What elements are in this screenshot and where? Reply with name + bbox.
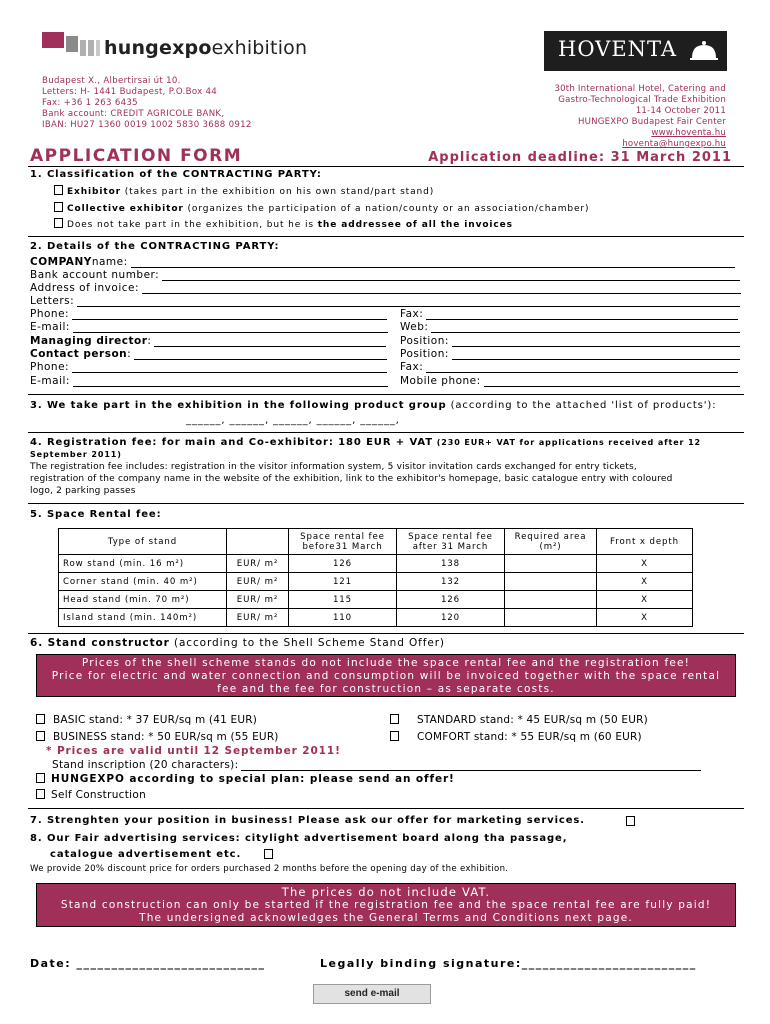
table-header-row [59,529,693,555]
position-field[interactable]: Position: [400,335,740,347]
divider [28,503,744,504]
contact-position-field[interactable]: Position: [400,348,740,360]
price-after: 120 [397,609,505,627]
email-link[interactable]: hoventa@hungexpo.hu [622,139,726,149]
product-group-blanks[interactable]: ______, ______, ______, ______, ______, [186,415,400,426]
divider [28,394,744,395]
event-info: 30th International Hotel, Catering and Gastro-Technological Trade Exhibition 11-14 October 2011 HUNGEXPO Budapest Fair Center www.hoventa.hu hoventa@hungexpo.hu [554,84,726,149]
checkbox-icon[interactable] [54,202,63,212]
stand-type: Corner stand (min. 40 m²) [59,573,227,591]
price-before: 115 [289,591,397,609]
divider [28,432,744,433]
hoventa-logo: HOVENTA [544,31,727,71]
fax-field[interactable]: Fax: [400,308,738,320]
option-business-stand[interactable]: BUSINESS stand: * 50 EUR/sq m (55 EUR) [36,731,279,743]
table-row [59,591,693,609]
option-comfort-stand[interactable]: COMFORT stand: * 55 EUR/sq m (60 EUR) [390,731,642,743]
section-5-title: 5. Space Rental fee: [30,509,162,520]
company-name-field[interactable]: COMPANY name: [30,256,735,268]
area-input[interactable] [505,591,597,609]
advertising-checkbox[interactable] [264,849,273,859]
divider [28,633,744,634]
section-4-title: 4. Registration fee: for main and Co-exhibitor: 180 EUR + VAT (230 EUR+ VAT for applications received after 12 [30,437,702,448]
hungexpo-logo-text: hungexpoexhibition [104,37,308,59]
option-exhibitor[interactable]: Exhibitor (takes part in the exhibition on his own stand/part stand) [54,185,434,197]
section-7-title: 7. Strenghten your position in business! Please ask our offer for marketing services. [30,815,585,826]
divider [28,166,744,167]
option-self-construction[interactable]: Self Construction [36,789,146,801]
stand-type: Head stand (min. 70 m²) [59,591,227,609]
send-email-button[interactable]: send e-mail [313,984,431,1004]
application-deadline: Application deadline: 31 March 2011 [428,150,732,165]
invoice-address-field[interactable]: Address of invoice: [30,282,741,294]
divider [28,236,744,237]
front-depth-input[interactable]: X [597,609,693,627]
area-input[interactable] [505,609,597,627]
unit: EUR/ m² [227,555,289,573]
section-6-title: 6. Stand constructor (according to the Shell Scheme Stand Offer) [30,637,445,649]
contact-email-field[interactable]: E-mail: [30,375,388,387]
contact-phone-field[interactable]: Phone: [30,361,387,373]
option-basic-stand[interactable]: BASIC stand: * 37 EUR/sq m (41 EUR) [36,714,257,726]
front-depth-input[interactable]: X [597,591,693,609]
registration-fee-description: The registration fee includes: registration in the visitor information system, 5 visitor invitation cards exchanged for entry tickets, registration of the company name in the website of the exhibition, link to the exhibitor's homepage, basic catalogue entry with coloured logo, 2 parking passes [30,462,673,496]
space-rental-table [58,528,693,627]
price-before: 110 [289,609,397,627]
table-row [59,609,693,627]
price-before: 121 [289,573,397,591]
date-field[interactable]: Date: ___________________________ [30,957,266,970]
checkbox-icon[interactable] [390,714,399,724]
checkbox-icon[interactable] [54,218,63,228]
section-1-title: 1. Classification of the CONTRACTING PARTY: [30,169,322,180]
hungexpo-logo-mark [42,32,100,58]
web-field[interactable]: Web: [400,321,740,333]
email-field[interactable]: E-mail: [30,321,388,333]
checkbox-icon[interactable] [36,731,45,741]
payment-notice: The prices do not include VAT. Stand construction can only be started if the registration fee and the space rental fee are fully paid! The undersigned acknowledges the General Terms and Conditions next page. [36,883,736,927]
section-8-title-cont: catalogue advertisement etc. [50,849,242,860]
shell-scheme-notice: Prices of the shell scheme stands do not include the space rental fee and the registration fee! Price for electric and water connection and consumption will be invoiced together with the space rental fee and the fee for construction – as separate costs. [36,654,736,697]
unit: EUR/ m² [227,591,289,609]
contact-fax-field[interactable]: Fax: [400,361,738,373]
price-after: 126 [397,591,505,609]
mobile-phone-field[interactable]: Mobile phone: [400,375,740,387]
contact-person-field[interactable]: Contact person : [30,348,387,360]
option-hungexpo-special[interactable]: HUNGEXPO according to special plan: please send an offer! [36,773,455,785]
area-input[interactable] [505,573,597,591]
option-collective-exhibitor[interactable]: Collective exhibitor (organizes the participation of a nation/county or an association/chamber) [54,202,589,214]
table-row [59,555,693,573]
checkbox-icon[interactable] [36,789,45,799]
header-before: Space rental fee before31 March [289,529,397,555]
letters-field[interactable]: Letters: [30,295,740,307]
company-address: Budapest X., Albertirsai út 10. Letters: H- 1441 Budapest, P.O.Box 44 Fax: +36 1 263 6435 Bank account: CREDIT AGRICOLE BANK, IBAN: HU27 1360 0019 1002 5830 3688 0912 [42,76,252,130]
bank-account-field[interactable]: Bank account number: [30,269,740,281]
marketing-checkbox[interactable] [626,816,635,826]
front-depth-input[interactable]: X [597,555,693,573]
divider [28,808,744,809]
front-depth-input[interactable]: X [597,573,693,591]
cloche-icon [689,40,719,62]
option-invoice-addressee[interactable]: Does not take part in the exhibition, but he is the addressee of all the invoices [54,218,513,230]
option-standard-stand[interactable]: STANDARD stand: * 45 EUR/sq m (50 EUR) [390,714,648,726]
stand-type: Island stand (min. 140m²) [59,609,227,627]
unit: EUR/ m² [227,609,289,627]
checkbox-icon[interactable] [36,714,45,724]
price-after: 132 [397,573,505,591]
phone-field[interactable]: Phone: [30,308,387,320]
header-type: Type of stand [59,529,227,555]
checkbox-icon[interactable] [36,773,45,783]
section-2-title: 2. Details of the CONTRACTING PARTY: [30,241,280,252]
managing-director-field[interactable]: Managing director : [30,335,386,347]
header-front-depth: Front x depth [597,529,693,555]
stand-type: Row stand (min. 16 m²) [59,555,227,573]
header-unit [227,529,289,555]
discount-note: We provide 20% discount price for orders purchased 2 months before the opening day of the exhibition. [30,864,509,874]
checkbox-icon[interactable] [54,185,63,195]
unit: EUR/ m² [227,573,289,591]
header-after: Space rental fee after 31 March [397,529,505,555]
signature-field[interactable]: Legally binding signature:_________________________ [320,957,697,970]
checkbox-icon[interactable] [390,731,399,741]
area-input[interactable] [505,555,597,573]
website-link[interactable]: www.hoventa.hu [651,128,726,138]
price-before: 126 [289,555,397,573]
stand-inscription-field[interactable]: Stand inscription (20 characters): [52,759,701,771]
page-title: APPLICATION FORM [30,146,243,166]
prices-valid-note: * Prices are valid until 12 September 2011! [46,745,341,757]
section-3-title: 3. We take part in the exhibition in the following product group (according to the attached 'list of products'): [30,400,717,411]
price-after: 138 [397,555,505,573]
section-4-title-cont: September 2011) [30,450,122,459]
header-area: Required area (m²) [505,529,597,555]
section-8-title: 8. Our Fair advertising services: citylight advertisement board along tha passage, [30,833,568,844]
table-row [59,573,693,591]
